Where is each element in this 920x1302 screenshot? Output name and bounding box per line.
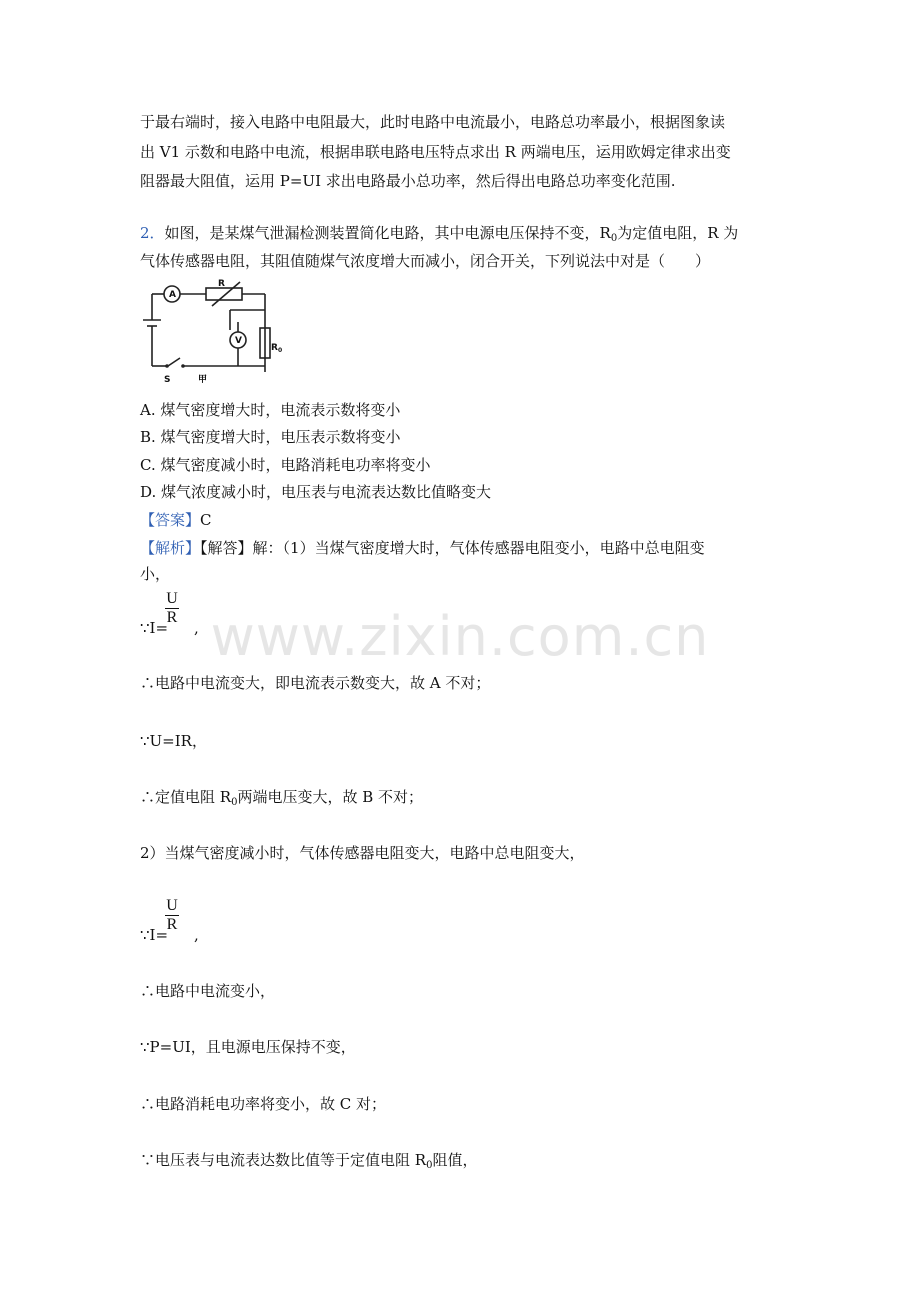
step-7: ∴电路消耗电功率将变小，故 C 对； <box>140 1095 387 1113</box>
circuit-diagram <box>140 279 283 387</box>
option-b: B. 煤气密度增大时，电压表示数将变小 <box>140 428 401 446</box>
formula-1: ∵I= , <box>140 619 199 637</box>
step-1: ∴电路中电流变大，即电流表示数变大，故 A 不对； <box>140 674 491 692</box>
sensor-resistor-symbol <box>206 288 242 300</box>
analysis-tag: 【解析】 <box>140 539 201 557</box>
intro-line-1: 于最右端时，接入电路中电阻最大，此时电路中电流最小，电路总功率最小，根据图象读 <box>140 113 726 131</box>
answer-tag: 【答案】 <box>140 511 201 529</box>
r0-label: $R_0$ <box>271 343 283 354</box>
answer-line <box>140 510 212 530</box>
intro-line-2: 出 V1 示数和电路中电流，根据串联电路电压特点求出 R 两端电压，运用欧姆定律求出变 <box>140 143 731 161</box>
fraction-1: $\frac{U}{R}$ <box>166 590 178 626</box>
answer-value: C <box>200 511 212 529</box>
switch-blade <box>168 358 180 366</box>
step-6: ∵P=UI，且电源电压保持不变， <box>140 1038 356 1056</box>
figure-label: 甲 <box>198 375 208 385</box>
step-2: ∵U=IR， <box>140 732 207 750</box>
option-a: A. 煤气密度增大时，电流表示数将变小 <box>140 401 401 419</box>
resistor-label: R <box>218 279 225 289</box>
analysis-line-2: 小， <box>140 565 171 583</box>
step-5: ∴电路中电流变小， <box>140 982 276 1000</box>
step-8: ∵电压表与电流表达数比值等于定值电阻 $R_0$阻值， <box>140 1151 478 1171</box>
step-4: 2）当煤气密度减小时，气体传感器电阻变大，电路中总电阻变大， <box>140 844 585 862</box>
option-c: C. 煤气密度减小时，电路消耗电功率将变小 <box>140 456 431 474</box>
intro-line-3: 阻器最大阻值，运用 P=UI 求出电路最小总功率，然后得出电路总功率变化范围. <box>140 172 676 190</box>
ammeter-label: A <box>169 290 176 300</box>
analysis-line-1: 【解析】【解答】解：（1）当煤气密度增大时，气体传感器电阻变小，电路中总电阻变 <box>140 539 705 557</box>
fraction-2: $\frac{U}{R}$ <box>166 897 178 933</box>
switch-label: S <box>164 375 171 385</box>
formula-2: ∵I= , <box>140 926 199 944</box>
question-line-1: 2．如图，是某煤气泄漏检测装置简化电路，其中电源电压保持不变，$R_0$为定值电阻，R 为 <box>140 224 739 244</box>
option-d: D. 煤气浓度减小时，电压表与电流表达数比值略变大 <box>140 483 492 501</box>
step-3: ∴定值电阻 $R_0$两端电压变大，故 B 不对； <box>140 788 424 808</box>
question-number: 2． <box>140 224 165 242</box>
voltmeter-label: V <box>235 336 242 346</box>
watermark: www.zixin.com.cn <box>210 605 710 668</box>
question-line-2: 气体传感器电阻，其阻值随煤气浓度增大而减小，闭合开关，下列说法中对是（ ） <box>140 252 711 270</box>
